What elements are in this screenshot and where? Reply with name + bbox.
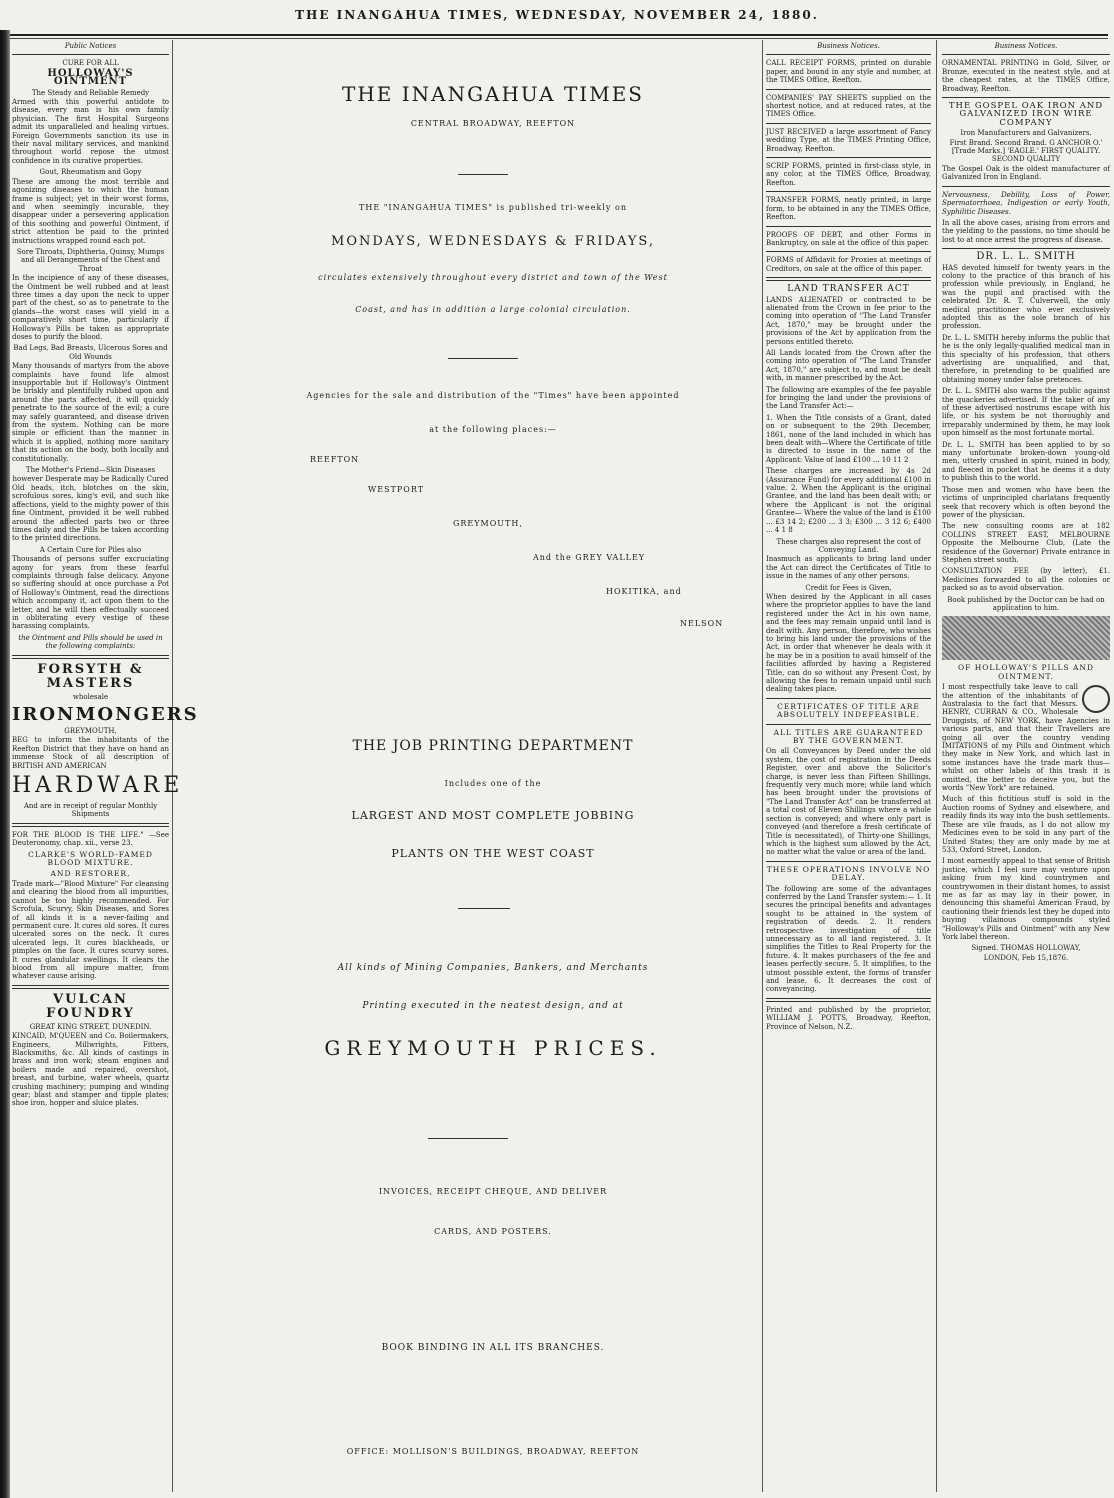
scrip-forms-notice: SCRIP FORMS, printed in first-class style, in any color, at the TIMES Office, Broadway, Reefton. xyxy=(766,162,931,187)
divider xyxy=(942,186,1110,187)
holloway-caution-paragraph-3: I most earnestly appeal to that sense of British justice, which I feel sure may venture upon asking from my kind countrymen and countrywomen in their distant homes, to assist me as far as may lay in their power, in denouncing this shameful American Fraud, by cautioning their friends lest they be duped into buying villainous compounds styled "Holloway's Pills and Ointment" with any New York label thereon. xyxy=(942,857,1110,941)
column-business-notices-1 xyxy=(766,42,931,1492)
divider xyxy=(766,54,931,55)
divider xyxy=(766,698,931,699)
divider xyxy=(766,724,931,725)
credit-paragraph: When desired by the Applicant in all cases where the proprietor applies to have the land registered under the Act in his own name, and the fees may remain unpaid until land is dealt with. Any person, therefore, who wishes to bring his land under the provisions of the Act, in order that whenever he deals with it he may be in a position to avail himself of the facilities afforded by having a Registered Title, can do so without any Present Cost, by allowing the fees to remain unpaid until such dealing takes place. xyxy=(766,592,931,694)
call-receipt-notice: CALL RECEIPT FORMS, printed on durable paper, and bound in any style and number, at the TIMES Office, Reefton. xyxy=(766,59,931,85)
masthead: THE INANGAHUA TIMES, WEDNESDAY, NOVEMBER 24, 1880. xyxy=(295,8,819,22)
land-paragraph-6: These charges also represent the cost of Conveying Land. xyxy=(776,537,921,554)
ironmongers-title: IRONMONGERS xyxy=(12,704,199,726)
includes-line: Includes one of the xyxy=(444,779,542,788)
ornamental-notice: ORNAMENTAL PRINTING in Gold, Silver, or Bronze, executed in the neatest style, and at the cheapest rates, at the TIMES Office, Broadway, Reefton. xyxy=(942,59,1110,93)
gout-paragraph: These are among the most terrible and agonizing diseases to which the human frame is subject; yet in their worst forms, and when seemingly incurable, they disappear under a persevering application of this soothing and powerful Ointment, if strict attention be paid to the printed instructions wrapped round each pot. xyxy=(12,177,169,245)
divider xyxy=(942,54,1110,55)
holloway-ointment-title: HOLLOWAY'S OINTMENT xyxy=(47,67,134,88)
smith-paragraph-1: HAS devoted himself for twenty years in the colony to the practice of this branch of his profession while previously, in England, he was the pupil and practised with the celebrated Dr. R. T. Culverwell, the only medical practitioner who ever exclusively adopted this as the sole branch of his profession. xyxy=(942,263,1110,331)
divider xyxy=(942,248,1110,249)
invoices-line: INVOICES, RECEIPT CHEQUE, AND DELIVER xyxy=(378,1187,608,1196)
signed-line: Signed. THOMAS HOLLOWAY, xyxy=(971,944,1081,953)
column-times-advertisement xyxy=(228,42,758,1492)
legs-heading: Bad Legs, Bad Breasts, Ulcerous Sores and Old Wounds xyxy=(13,344,168,361)
land-transfer-title: LAND TRANSFER ACT xyxy=(787,284,910,295)
land-paragraph-2: All Lands located from the Crown after the coming into operation of "The Land Transfer Act, 1870," are subject to, and must be dealt with, in manner prescribed by the Act. xyxy=(766,348,931,383)
divider xyxy=(766,998,931,1002)
divider xyxy=(766,89,931,90)
greymouth-label: GREYMOUTH, xyxy=(64,727,117,736)
place-nelson: NELSON xyxy=(680,619,724,628)
largest-line: LARGEST AND MOST COMPLETE JOBBING xyxy=(351,809,635,822)
divider xyxy=(766,861,931,862)
blood-paragraph: Trade mark—"Blood Mixture" For cleansing and clearing the blood from all impurities, cannot be too highly recommended. For Scrofula, Scurvy, Skin Diseases, and Sores of all kinds it is a never-failing and permanent cure. It cures old sores. It cures ulcerated sores on the neck. It cures ulcerated legs. It cures blackheads, or pimples on the face. It cures scurvy sores. It cures glandular swellings. It clears the blood from all impure matter, from whatever cause arising. xyxy=(12,879,169,981)
kinds-line: All kinds of Mining Companies, Bankers, and Merchants xyxy=(337,963,649,973)
vulcan-title: VULCAN FOUNDRY xyxy=(46,991,135,1021)
kincaid-paragraph: KINCAID, M'QUEEN and Co. Boilermakers, Engineers, Millwrights, Fitters, Blacksmiths, &c. All kinds of castings in brass and iron work; steam engines and boilers made and repaired, overshot, breast, and turbine, water wheels, quartz crushing machinery; pumping and winding gear; blast and stamper and tipple plates; shoe iron, hopper and sluice plates. xyxy=(12,1032,169,1108)
cure-heading: CURE FOR ALL xyxy=(62,59,119,68)
column-divider xyxy=(762,40,763,1492)
holloway-paragraph: Armed with this powerful antidote to disease, every man is his own family physician. The first Hospital Surgeons admit its unparalleled and healing virtues. Foreign Governments sanction its use in their naval military services, and mankind throughout world repose the utmost confidence in its curative properties. xyxy=(12,98,169,165)
job-printing-title: THE JOB PRINTING DEPARTMENT xyxy=(352,738,634,754)
throat-paragraph: In the incipience of any of these diseases, the Ointment be well rubbed and at least three times a day upon the neck to upper part of the chest, so as to penetrate to the glands—the worst cases will yield in a comparatively short time, particularly if Holloway's Pills be taken as appropriate doses to purify the blood. xyxy=(12,274,169,341)
column-header: Public Notices xyxy=(64,42,117,50)
places-intro: at the following places:— xyxy=(429,425,557,434)
place-hokitika: HOKITIKA, and xyxy=(606,587,682,596)
titles-guaranteed: ALL TITLES ARE GUARANTEED BY THE GOVERNMENT. xyxy=(773,727,924,746)
nervousness-paragraph: In all the above cases, arising from errors and the yielding to the passions, no time should be lost to at once arrest the progress of disease. xyxy=(942,218,1110,244)
vulcan-address: GREAT KING STREET, DUNEDIN. xyxy=(29,1022,152,1031)
blood-title: FOR THE BLOOD IS THE LIFE." —See Deuteronomy, chap. xii., verse 23. xyxy=(12,830,169,848)
hardware-title: HARDWARE xyxy=(12,773,184,799)
times-address: CENTRAL BROADWAY, REEFTON xyxy=(410,119,576,128)
smith-paragraph-5: Those men and women who have been the victims of unprincipled charlatans frequently seek that recovery which is often beyond the power of the physician. xyxy=(942,485,1110,519)
column-divider xyxy=(936,40,937,1492)
divider xyxy=(12,823,169,827)
nervousness-heading: Nervousness, Debility, Loss of Power, Spermatorrhoea, Indigestion or early Youth, Syphilitic Diseases. xyxy=(942,190,1110,216)
gout-heading: Gout, Rheumatism and Gopy xyxy=(39,168,142,177)
times-title: THE INANGAHUA TIMES xyxy=(341,82,644,106)
caution-banner-image xyxy=(942,616,1110,660)
consultation-fee: CONSULTATION FEE (by letter), £1. Medicines forwarded to all the colonies or packed so as to avoid observation. xyxy=(942,567,1110,593)
land-paragraph-1: LANDS ALIENATED or contracted to be alienated from the Crown in fee prior to the coming into operation of "The Land Transfer Act, 1870," may be brought under the provisions of the Act by application from the persons entitled thereto. xyxy=(766,295,931,346)
mothers-heading: The Mother's Friend—Skin Diseases however Desperate may be Radically Cured xyxy=(12,466,169,483)
book-line: Book published by the Doctor can be had on application to him. xyxy=(947,595,1105,612)
holloway-caution-text: I most respectfully take leave to call the attention of the inhabitants of Australasia to the fact that Messrs. HENRY, CURRAN & CO., Wholesale Druggists, of NEW YORK, have Agencies in various parts, and that their Travellers are going all over the country vending IMITATIONS of my Pills and Ointment which they make in New York, and which last in some instances have the trade mark thus— whilst on other labels of this trash it is omitted, the better to deceive you, but the words "New York" are retained. xyxy=(942,683,1110,793)
imprint: Printed and published by the proprietor, WILLIAM J. POTTS, Broadway, Reefton, Province of Nelson, N.Z. xyxy=(766,1005,931,1031)
holloway-caution-paragraph xyxy=(942,683,1110,792)
holloway-caution-title: OF HOLLOWAY'S PILLS AND OINTMENT. xyxy=(957,663,1094,681)
agencies-line: Agencies for the sale and distribution of the "Times" have been appointed xyxy=(306,391,680,400)
forsyth-paragraph: BEG to inform the inhabitants of the Reefton District that they have on hand an immense Stock of all description of BRITISH AND AMERICAN xyxy=(12,736,169,770)
column-public-notices xyxy=(12,42,199,1492)
smith-title: DR. L. L. SMITH xyxy=(976,251,1076,263)
short-rule xyxy=(458,174,508,175)
transfer-forms-notice: TRANSFER FORMS, neatly printed, in large form, to be obtained in any the TIMES Office, Reefton. xyxy=(766,196,931,222)
land-paragraph-3: The following are examples of the fee payable for bringing the land under the provisions of the Land Transfer Act:— xyxy=(766,385,931,411)
printing-line: Printing executed in the neatest design, and at xyxy=(362,1001,624,1011)
publication-days: MONDAYS, WEDNESDAYS & FRIDAYS, xyxy=(331,234,655,249)
holloway-caution-paragraph-2: Much of this fictitious stuff is sold in the Auction rooms of Sydney and elsewhere, and readily finds its way into the bush settlements. These are vile frauds, as I do not allow my Medicines even to be sold in any part of the United States; they are only made by me at 533, Oxford Street, London. xyxy=(942,795,1110,854)
gospel-oak-title: THE GOSPEL OAK IRON AND GALVANIZED IRON WIRE COMPANY xyxy=(948,101,1104,128)
bookbinding-line: BOOK BINDING IN ALL ITS BRANCHES. xyxy=(381,1343,605,1353)
cards-line: CARDS, AND POSTERS. xyxy=(434,1227,552,1236)
column-business-notices-2 xyxy=(942,42,1110,1492)
legs-paragraph: Many thousands of martyrs from the above complaints have found life almost insupportable but if Holloway's Ointment be briskly and plentifully rubbed upon and around the parts affected, it will quickly penetrate to the source of the evil; a cure may safely guaranteed, and disease driven from the system. Nothing can be more simple or efficient than the manner in which it is applied, nothing more sanitary that its action on the body, both locally and constitutionally. xyxy=(12,362,169,463)
divider xyxy=(766,226,931,227)
land-paragraph-4: 1. When the Title consists of a Grant, dated on or subsequent to the 29th December, 1861, none of the land included in which has been dealt with—Where the Certificate of title is directed to issue in the name of the Applicant: Value of land £100 ... 10 11 2 xyxy=(766,413,931,464)
land-paragraph-7: Inasmuch as applicants to bring land under the Act can direct the Certificates of Title to issue in the names of any other persons. xyxy=(766,555,931,581)
land-paragraph-5: These charges are increased by 4s 2d (Assurance Fund) for every additional £100 in value. 2. When the Applicant is the original Grantee, and the land has been dealt with; or where the Applicant is not the original Grantee— Where the value of the land is £100 ... £3 14 2; £200 ... 3 3; £300 ... 3 12 6; £400 ... 4 1 8 xyxy=(766,467,931,535)
brand-line: First Brand. Second Brand. G ANCHOR O.' [Trade Marks.] 'EAGLE.' FIRST QUALITY. SECOND QUALITY xyxy=(949,138,1103,164)
binding-spine xyxy=(0,30,10,1498)
affidavit-notice: FORMS of Affidavit for Proxies at meetings of Creditors, on sale at the office of this paper. xyxy=(766,256,931,273)
place-grey-valley: And the GREY VALLEY xyxy=(533,553,646,562)
gospel-oak-subtitle: Iron Manufacturers and Galvanizers. xyxy=(960,129,1092,138)
place-reefton: REEFTON xyxy=(310,455,360,464)
type-notice: JUST RECEIVED a large assortment of Fancy wedding Type, at the TIMES Printing Office, Broadway, Reefton. xyxy=(766,127,931,153)
place-greymouth: GREYMOUTH, xyxy=(453,519,523,528)
certificates-title: CERTIFICATES OF TITLE ARE ABSOLUTELY INDEFEASIBLE. xyxy=(777,701,920,720)
proofs-notice: PROOFS OF DEBT, and other Forms in Bankruptcy, on sale at the office of this paper. xyxy=(766,230,931,247)
forsyth-title: FORSYTH & MASTERS xyxy=(37,661,144,691)
short-rule xyxy=(428,1138,508,1139)
shipments-line: And are in receipt of regular Monthly Shipments xyxy=(23,802,158,819)
restorer-title: AND RESTORER, xyxy=(50,868,131,878)
column-header: Business Notices. xyxy=(994,42,1058,50)
short-rule xyxy=(458,908,510,909)
greymouth-prices: GREYMOUTH PRICES. xyxy=(324,1036,662,1060)
gospel-oak-paragraph: The Gospel Oak is the oldest manufacturer of Galvanized Iron in England. xyxy=(942,164,1110,182)
consulting-rooms: The new consulting rooms are at 182 COLLINS STREET EAST, MELBOURNE Opposite the Melbourne Club, (Late the residence of the Governor) Private entrance in Stephen street south. xyxy=(942,522,1110,564)
divider xyxy=(766,157,931,158)
circulation-line: circulates extensively throughout every district and town of the West xyxy=(318,273,668,282)
operations-paragraph: The following are some of the advantages conferred by the Land Transfer system:— 1. It secures the principal benefits and advantages sought to be attained in the system of registration of deeds. 2. It renders retrospective investigation of title unnecessary as to all land registered. 3. It simplifies the Titles to Real Property for the future. 4. It makes purchasers of the fee and leases perfectly secure. 5. It simplifies, to the utmost possible extent, the forms of transfer and lease. 6. It decreases the cost of conveyancing. xyxy=(766,884,931,994)
clarke-title: CLARKE'S WORLD-FAMED BLOOD MIXTURE. xyxy=(28,849,153,868)
piles-heading: A Certain Cure for Piles also xyxy=(39,545,142,554)
column-divider xyxy=(172,40,173,1492)
masthead-rule-thin xyxy=(10,38,1108,39)
mothers-paragraph: Old heads, itch, blotches on the skin, scrofulous sores, king's evil, and such like affections, yield to the mighty power of this fine Ointment, provided it be well rubbed around the affected parts two or three times daily and the Pills be taken according to the printed directions. xyxy=(12,483,169,543)
pay-sheets-notice: COMPANIES' PAY SHEETS supplied on the shortest notice, and at reduced rates, at the TIMES Office. xyxy=(766,93,931,119)
published-line: THE "INANGAHUA TIMES" is published tri-weekly on xyxy=(359,203,627,212)
divider xyxy=(766,191,931,192)
smith-paragraph-4: Dr. L. L. SMITH has been applied to by so many unfortunate broken-down young-old men, utterly crushed in spirit, ruined in body, and fleeced in pocket that he deems it a duty to publish this to the world. xyxy=(942,440,1110,483)
trade-mark-seal-icon xyxy=(1082,685,1110,713)
coast-line: Coast, and has in addition a large colonial circulation. xyxy=(355,305,631,314)
titles-paragraph: On all Conveyances by Deed under the old system, the cost of registration in the Deeds Register, over and above the Solicitor's charge, is never less than Fifteen Shillings, frequently very much more; while land which has been brought under the provisions of "The Land Transfer Act" can be transferred at a total cost of Eleven Shillings where a whole section is conveyed; and where only part is conveyed (and therefore a fresh certificate of Title is necessitated), of Thirty-one Shillings, which is the highest sum allowed by the Act, no matter what the value or area of the land. xyxy=(766,747,931,857)
divider xyxy=(12,54,169,55)
short-rule xyxy=(448,358,518,359)
divider xyxy=(766,123,931,124)
divider xyxy=(766,251,931,252)
date-line: LONDON, Feb 15,1876. xyxy=(983,953,1069,962)
divider xyxy=(942,97,1110,98)
credit-heading: Credit for Fees is Given, xyxy=(805,583,892,592)
complaints-heading: the Ointment and Pills should be used in the following complaints: xyxy=(18,633,163,651)
divider xyxy=(12,985,169,989)
office-line: OFFICE: MOLLISON'S BUILDINGS, BROADWAY, REEFTON xyxy=(346,1447,640,1456)
throat-heading: Sore Throats, Diphtheria, Quinsy, Mumps and all Derangements of the Chest and Throat xyxy=(16,247,165,273)
holloway-subtitle: The Steady and Reliable Remedy xyxy=(31,88,150,97)
divider xyxy=(766,277,931,281)
operations-title: THESE OPERATIONS INVOLVE NO DELAY. xyxy=(766,864,931,883)
place-westport: WESTPORT xyxy=(368,485,425,494)
piles-paragraph: Thousands of persons suffer excruciating agony for years from these fearful complaints through false delicacy. Anyone so suffering should at once purchase a Pot of Holloway's Ointment, read the directions which accompany it, act upon them to the letter, and he will then effectually succeed in obliterating every vestige of these harassing complaints. xyxy=(12,555,169,631)
column-header: Business Notices. xyxy=(817,42,880,50)
smith-paragraph-2: Dr. L. L. SMITH hereby informs the public that he is the only legally-qualified medical man in this specialty of his profession, that others advertising are unqualified, and that, therefore, in pretending to be qualified are obtaining money under false pretences. xyxy=(942,333,1110,384)
divider xyxy=(12,655,169,659)
plants-line: PLANTS ON THE WEST COAST xyxy=(391,847,595,860)
wholesale-label: wholesale xyxy=(72,692,109,701)
smith-paragraph-3: Dr. L. L. SMITH also warns the public against the quackeries advertised. If the taker of any of these advertised nostrums escape with his life, or his system be not thoroughly and irreparably undermined by them, he may look upon himself as the most fortunate mortal. xyxy=(942,387,1110,438)
masthead-rule xyxy=(10,34,1108,36)
